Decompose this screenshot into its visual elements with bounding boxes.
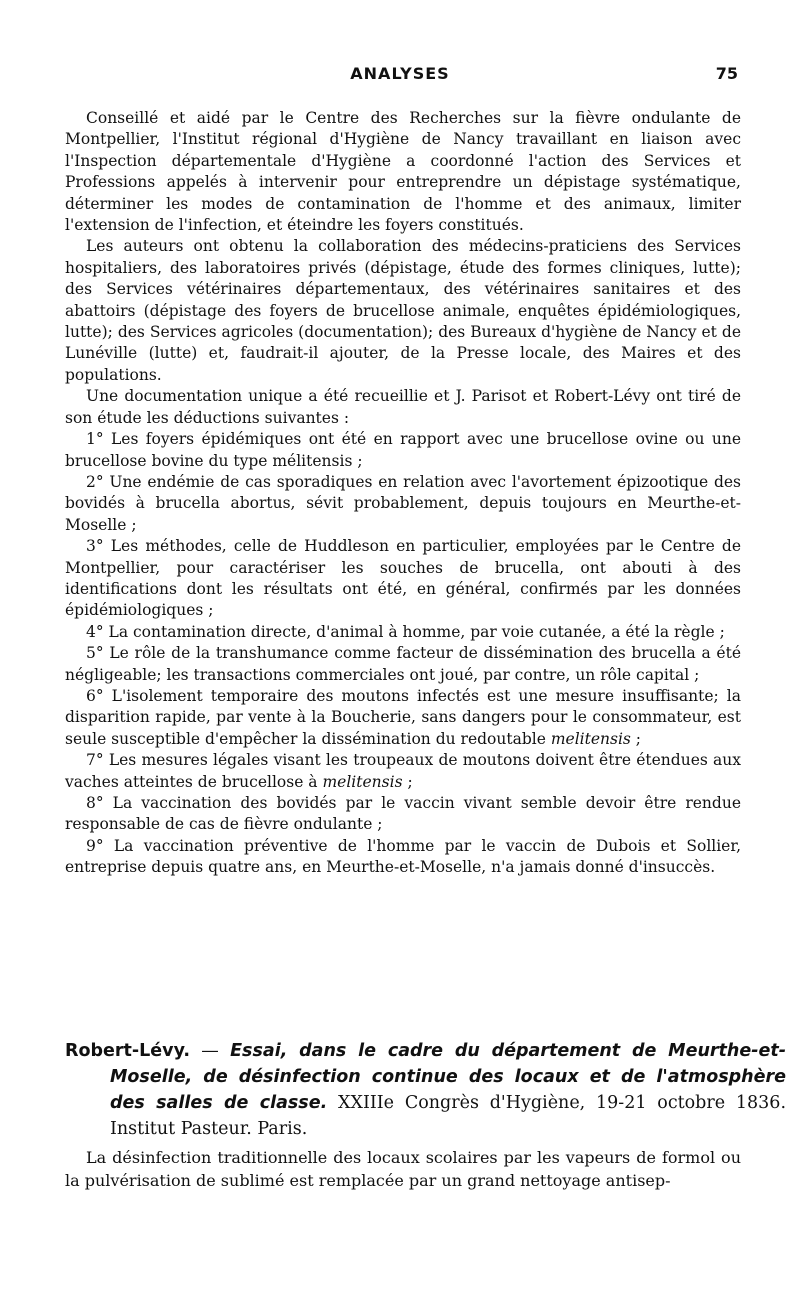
paragraph: Une documentation unique a été recueillie et J. Parisot et Robert-Lévy ont tiré de son étude les déductions suivantes : [65,387,741,427]
ref-title: Essai, dans le cadre du département de Meurthe-et-Moselle, de désinfection continue des locaux et de l'atmosphère des salles de classe. [110,1041,786,1113]
list-item: 2° Une endémie de cas sporadiques en relation avec l'avortement épizootique des bovidés à brucella abortus, sévit probablement, depuis toujours en Meurthe-et-Moselle ; [65,472,741,534]
list-item: 8° La vaccination des bovidés par le vaccin vivant semble devoir être rendue responsable de cas de fièvre ondulante ; [65,794,741,834]
running-title: ANALYSES [350,64,450,83]
list-item: 4° La contamination directe, d'animal à homme, par voie cutanée, a été la règle ; [86,622,725,641]
ref-author: Robert-Lévy. [65,1041,191,1061]
ref-details: XXIIIe Congrès d'Hygiène, 19-21 octobre 1836. Institut Pasteur. Paris. [110,1093,787,1139]
list-item: 7° Les mesures légales visant les troupeaux de moutons doivent être étendues aux vaches atteintes de brucellose à melitensis ; [65,751,741,791]
page-number: 75 [715,64,738,83]
abstract [65,1146,741,1192]
list-item: 9° La vaccination préventive de l'homme par le vaccin de Dubois et Sollier, entreprise depuis quatre ans, en Meurthe-et-Moselle, n'a jamais donné d'insuccès. [65,836,741,877]
list-item: 5° Le rôle de la transhumance comme facteur de dissémination des brucella a été négligeable; les transactions commerciales ont joué, par contre, un rôle capital ; [65,644,741,684]
list-item: 3° Les méthodes, celle de Huddleson en particulier, employées par le Centre de Montpellier, pour caractériser les souches de brucella, ont abouti à des identifications dont les résultats ont été, en général, confirmés par les données épidémiologiques ; [65,537,741,620]
bibliographic-reference [65,1038,786,1142]
ref-dash: — [190,1041,231,1061]
article-body [65,108,741,879]
abstract-paragraph: La désinfection traditionnelle des locaux scolaires par les vapeurs de formol ou la pulvérisation de sublimé est remplacée par un grand nettoyage antisep- [65,1148,741,1190]
paragraph: Conseillé et aidé par le Centre des Recherches sur la fièvre ondulante de Montpellier, l'Institut régional d'Hygiène de Nancy travaillant en liaison avec l'Inspection départementale d'Hygiène a coordonné l'action des Services et Professions appelés à intervenir pour entreprendre un dépistage systématique, déterminer les modes de contamination de l'homme et des animaux, limiter l'extension de l'infection, et éteindre les foyers constitués. [65,109,741,235]
paragraph: Les auteurs ont obtenu la collaboration des médecins-praticiens des Services hospitaliers, des laboratoires privés (dépistage, étude des formes cliniques, lutte); des Services vétérinaires départementaux, des vétérinaires sanitaires et des abattoirs (dépistage des foyers de brucellose animale, enquêtes épidémiologiques, lutte); des Services agricoles (documentation); des Bureaux d'hygiène de Nancy et de Lunéville (lutte) et, faudrait-il ajouter, de la Presse locale, des Maires et des populations. [65,237,741,384]
list-item: 1° Les foyers épidémiques ont été en rapport avec une brucellose ovine ou une brucellose bovine du type mélitensis ; [65,430,741,470]
conclusions-list [65,429,741,879]
list-item: 6° L'isolement temporaire des moutons infectés est une mesure insuffisante; la disparition rapide, par vente à la Boucherie, sans dangers pour le consommateur, est seule susceptible d'empêcher la dissémination du redoutable melitensis ; [65,686,741,748]
